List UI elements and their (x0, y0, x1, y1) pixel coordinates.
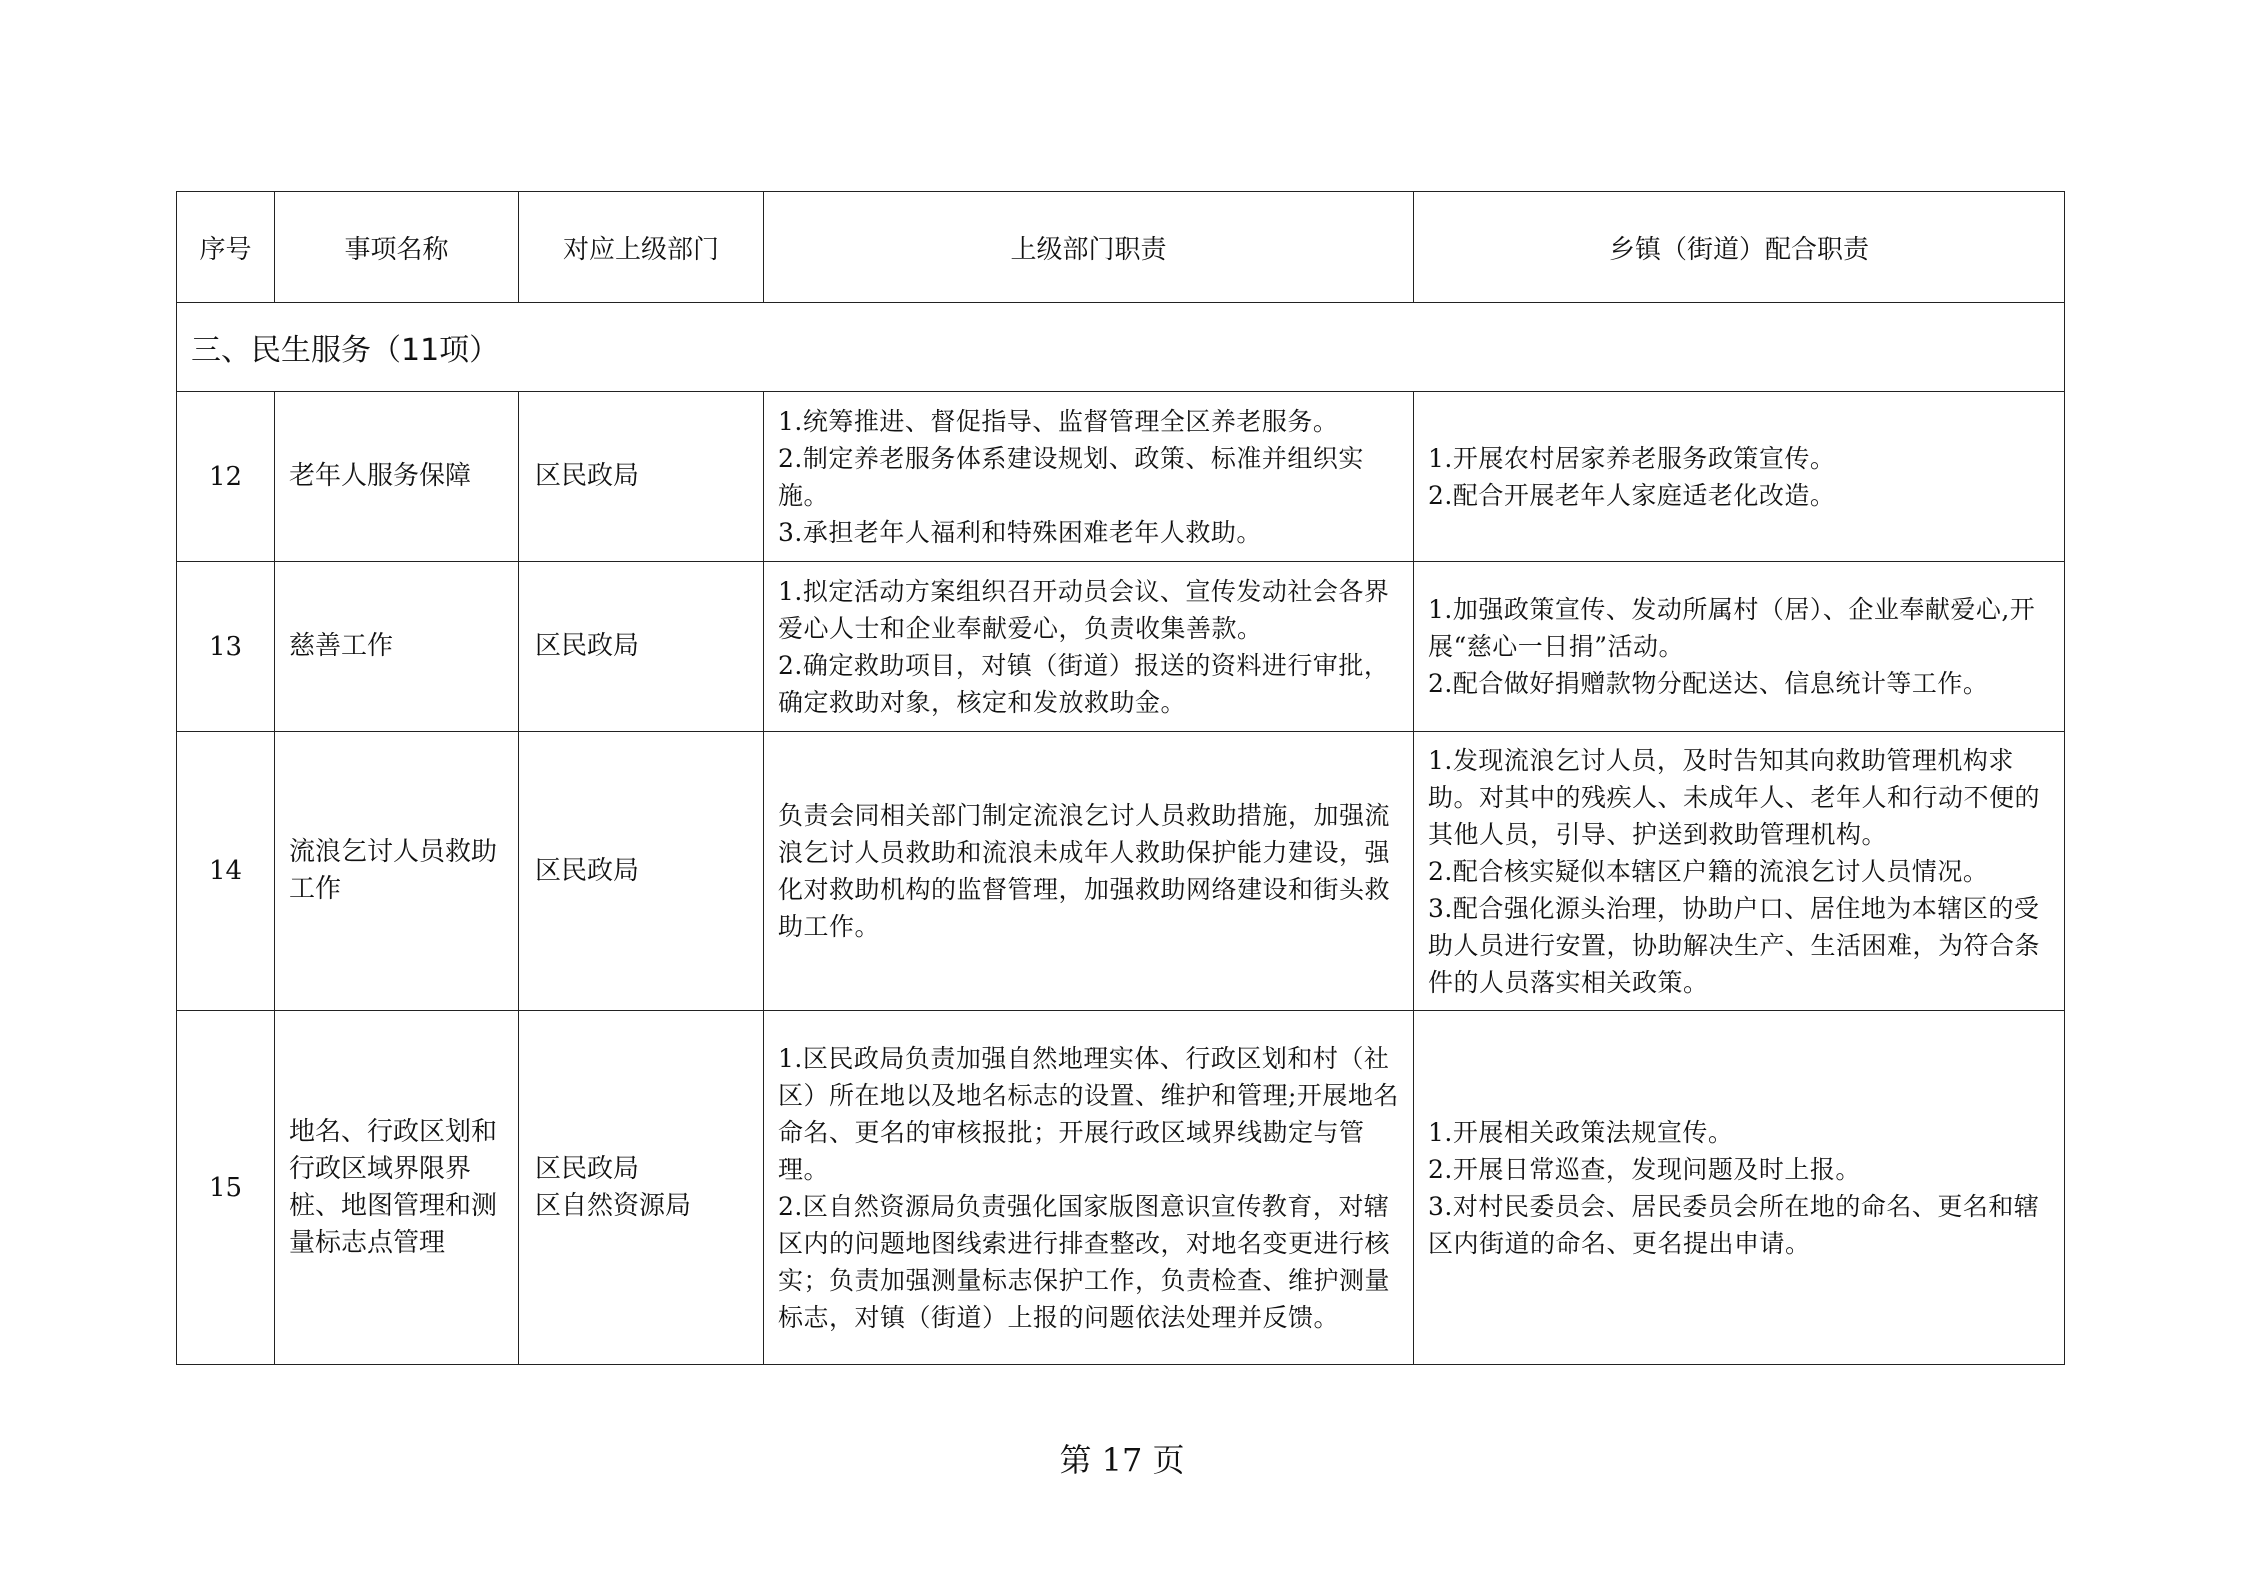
dept-line: 区民政局 (535, 631, 640, 661)
table-row (177, 562, 2065, 732)
header-town-duties: 乡镇（街道）配合职责 (1414, 192, 2065, 303)
table-header-row (177, 192, 2065, 303)
table-row (177, 392, 2065, 562)
header-item-name: 事项名称 (275, 192, 519, 303)
row-town-duties (1414, 562, 2065, 732)
row-item-name: 流浪乞讨人员救助工作 (275, 732, 519, 1011)
dept-line: 区民政局 (535, 855, 640, 886)
row-item-name: 慈善工作 (275, 562, 519, 732)
duty-line: 1.发现流浪乞讨人员，及时告知其向救助管理机构求助。对其中的残疾人、未成年人、老年人和行动不便的其他人员，引导、护送到救助管理机构。 (1428, 745, 2041, 849)
duty-line: 1.加强政策宣传、发动所属村（居）、企业奉献爱心,开展“慈心一日捐”活动。 (1428, 595, 2036, 661)
section-title: 三、民生服务（11项） (177, 303, 2065, 392)
row-seq: 15 (177, 1011, 275, 1365)
duty-line: 2.配合核实疑似本辖区户籍的流浪乞讨人员情况。 (1428, 856, 1989, 886)
row-town-duties (1414, 392, 2065, 562)
table-row (177, 1011, 2065, 1365)
duty-line: 2.区自然资源局负责强化国家版图意识宣传教育，对辖区内的问题地图线索进行排查整改，对地名变更进行核实；负责加强测量标志保护工作，负责检查、维护测量标志，对镇（街道）上报的问题依法处理并反馈。 (778, 1191, 1391, 1332)
duty-line: 1.统筹推进、督促指导、监督管理全区养老服务。 (778, 406, 1339, 436)
duty-line: 1.拟定活动方案组织召开动员会议、宣传发动社会各界爱心人士和企业奉献爱心，负责收集善款。 (778, 576, 1390, 643)
duty-line: 2.开展日常巡查，发现问题及时上报。 (1428, 1154, 1861, 1184)
dept-line: 区民政局 (535, 461, 640, 491)
header-seq: 序号 (177, 192, 275, 303)
duty-line: 1.区民政局负责加强自然地理实体、行政区划和村（社区）所在地以及地名标志的设置、维护和管理;开展地名命名、更名的审核报批；开展行政区域界线勘定与管理。 (778, 1043, 1399, 1184)
row-upper-duties (764, 1011, 1414, 1365)
duty-line: 3.对村民委员会、居民委员会所在地的命名、更名和辖区内街道的命名、更名提出申请。 (1428, 1191, 2040, 1258)
row-upper-duties (764, 732, 1414, 1011)
row-town-duties (1414, 1011, 2065, 1365)
row-town-duties (1414, 732, 2065, 1011)
responsibility-table (176, 191, 2065, 1365)
dept-line: 区民政局 (535, 1153, 640, 1184)
row-dept (519, 732, 764, 1011)
section-row (177, 303, 2065, 392)
header-upper-dept: 对应上级部门 (519, 192, 764, 303)
duty-line: 3.配合强化源头治理，协助户口、居住地为本辖区的受助人员进行安置，协助解决生产、生活困难，为符合条件的人员落实相关政策。 (1428, 893, 2041, 997)
duty-line: 1.开展相关政策法规宣传。 (1428, 1117, 1734, 1147)
row-item-name: 老年人服务保障 (275, 392, 519, 562)
row-dept (519, 392, 764, 562)
row-seq: 12 (177, 392, 275, 562)
duty-line: 2.配合做好捐赠款物分配送达、信息统计等工作。 (1428, 669, 1989, 698)
duty-line: 负责会同相关部门制定流浪乞讨人员救助措施，加强流浪乞讨人员救助和流浪未成年人救助保护能力建设，强化对救助机构的监督管理，加强救助网络建设和街头救助工作。 (778, 801, 1391, 941)
row-upper-duties (764, 392, 1414, 562)
duty-line: 2.配合开展老年人家庭适老化改造。 (1428, 480, 1836, 510)
dept-line: 区自然资源局 (535, 1190, 692, 1221)
header-upper-duties: 上级部门职责 (764, 192, 1414, 303)
row-item-name: 地名、行政区划和行政区域界限界桩、地图管理和测量标志点管理 (275, 1011, 519, 1365)
duty-line: 2.确定救助项目，对镇（街道）报送的资料进行审批，确定救助对象，核定和发放救助金。 (778, 650, 1390, 717)
row-upper-duties (764, 562, 1414, 732)
row-seq: 14 (177, 732, 275, 1011)
duty-line: 2.制定养老服务体系建设规划、政策、标准并组织实施。 (778, 443, 1364, 510)
page-number: 第 17 页 (1059, 1441, 1185, 1479)
duty-line: 3.承担老年人福利和特殊困难老年人救助。 (778, 517, 1262, 547)
row-dept (519, 562, 764, 732)
row-dept (519, 1011, 764, 1365)
table-row (177, 732, 2065, 1011)
row-seq: 13 (177, 562, 275, 732)
duty-line: 1.开展农村居家养老服务政策宣传。 (1428, 443, 1836, 473)
